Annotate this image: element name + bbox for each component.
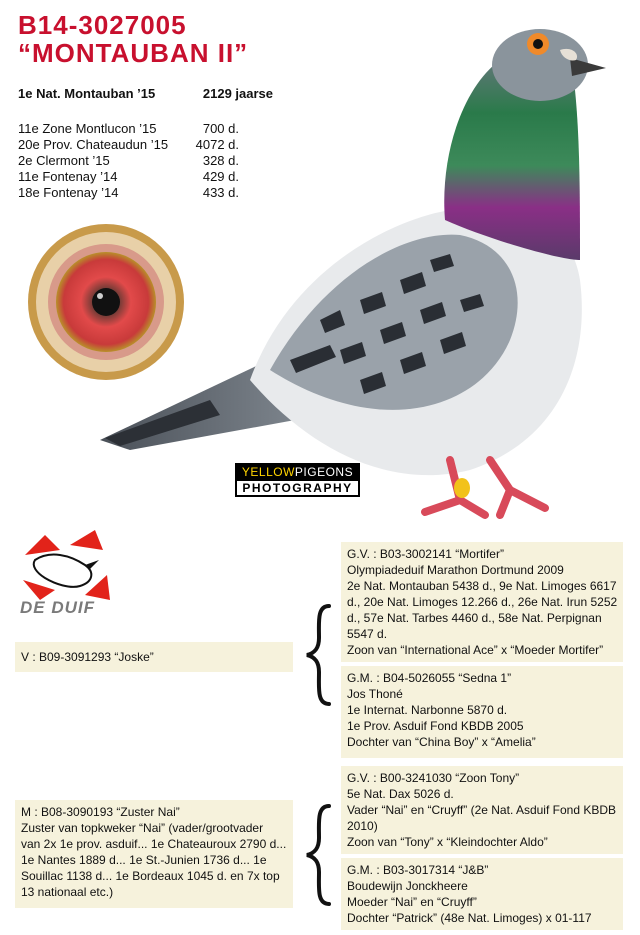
pedigree-line: 2e Nat. Montauban 5438 d., 9e Nat. Limoges 6617 <box>347 579 617 593</box>
sire-brace <box>303 604 335 706</box>
pedigree-line: Moeder “Nai” en “Cruyff” <box>347 895 477 909</box>
result-value: 700 d. <box>202 121 239 136</box>
pedigree-line: Zoon van “Tony” x “Kleindochter Aldo” <box>347 835 548 849</box>
pedigree-line: Olympiadeduif Marathon Dortmund 2009 <box>347 563 564 577</box>
pedigree-line: Zoon van “International Ace” x “Moeder Mortifer” <box>347 643 604 657</box>
pedigree-line: M : B08-3090193 “Zuster Nai” <box>21 805 180 819</box>
pedigree-dam-father <box>341 766 623 854</box>
pedigree-line: Boudewijn Jonckheere <box>347 879 468 893</box>
pedigree-line: 5547 d. <box>347 627 388 641</box>
result-value: 433 d. <box>202 185 239 200</box>
pedigree-sire-father <box>341 542 623 662</box>
pedigree-line: Dochter “Patrick” (48e Nat. Limoges) x 01-117 <box>347 911 592 925</box>
eye-closeup <box>26 222 186 382</box>
main-result-label: 1e Nat. Montauban ’15 <box>18 86 156 101</box>
logo-text: DE DUIF <box>20 598 95 617</box>
result-label: 11e Zone Montlucon ’15 <box>18 121 157 136</box>
pedigree-line: G.V. : B03-3002141 “Mortifer” <box>347 547 504 561</box>
pedigree-line: V : B09-3091293 “Joske” <box>21 650 154 664</box>
pedigree-line: 1e Internat. Narbonne 5870 d. <box>347 703 508 717</box>
pedigree-line: 13 nationaal etc.) <box>21 885 114 899</box>
pigeon-name: “MONTAUBAN II” <box>18 38 249 68</box>
pedigree-line: d., 20e Nat. Limoges 12.266 d., 26e Nat. Irun 5252 <box>347 595 618 609</box>
photo-credit-pigeons: PIGEONS <box>294 465 354 479</box>
pedigree-dam <box>15 800 293 908</box>
pedigree-dam-mother <box>341 858 623 930</box>
pedigree-line: Jos Thoné <box>347 687 403 701</box>
pedigree-line: G.M. : B03-3017314 “J&B” <box>347 863 489 877</box>
photo-credit <box>235 463 360 497</box>
photo-credit-photography: PHOTOGRAPHY <box>236 480 359 496</box>
pedigree-sire <box>15 642 293 672</box>
result-value: 4072 d. <box>195 137 239 152</box>
result-label: 18e Fontenay ’14 <box>18 185 119 200</box>
result-value: 429 d. <box>202 169 239 184</box>
ring-number: B14-3027005 <box>18 10 187 40</box>
pedigree-line: G.M. : B04-5026055 “Sedna 1” <box>347 671 512 685</box>
dam-brace <box>303 804 335 906</box>
result-label: 20e Prov. Chateaudun ’15 <box>18 137 169 152</box>
main-result-value: 2129 jaarse <box>202 86 273 101</box>
result-value: 328 d. <box>202 153 239 168</box>
photo-credit-brand <box>235 463 360 479</box>
pedigree-line: G.V. : B00-3241030 “Zoon Tony” <box>347 771 520 785</box>
photo-credit-yellow: YELLOW <box>241 465 295 479</box>
pedigree-line: 1e Prov. Asduif Fond KBDB 2005 <box>347 719 524 733</box>
pedigree-line: d., 57e Nat. Tarbes 4460 d., 58e Nat. Perpignan <box>347 611 602 625</box>
pedigree-line: Vader “Nai” en “Cruyff” (2e Nat. Asduif Fond KBDB <box>347 803 616 817</box>
pedigree-line: van 2x 1e prov. asduif... 1e Chateauroux 2790 d... <box>21 837 287 851</box>
result-label: 2e Clermont ’15 <box>18 153 110 168</box>
pedigree-line: 2010) <box>347 819 378 833</box>
pedigree-line: Zuster van topkweker “Nai” (vader/grootvader <box>21 821 264 835</box>
pedigree-line: 1e Nantes 1889 d... 1e St.-Junien 1736 d... 1e <box>21 853 267 867</box>
pedigree-line: Dochter van “China Boy” x “Amelia” <box>347 735 536 749</box>
pedigree-line: Souillac 1138 d... 1e Bordeaux 1045 d. en 7x top <box>21 869 280 883</box>
pedigree-sire-mother <box>341 666 623 758</box>
pedigree-line: 5e Nat. Dax 5026 d. <box>347 787 454 801</box>
result-label: 11e Fontenay ’14 <box>18 169 118 184</box>
